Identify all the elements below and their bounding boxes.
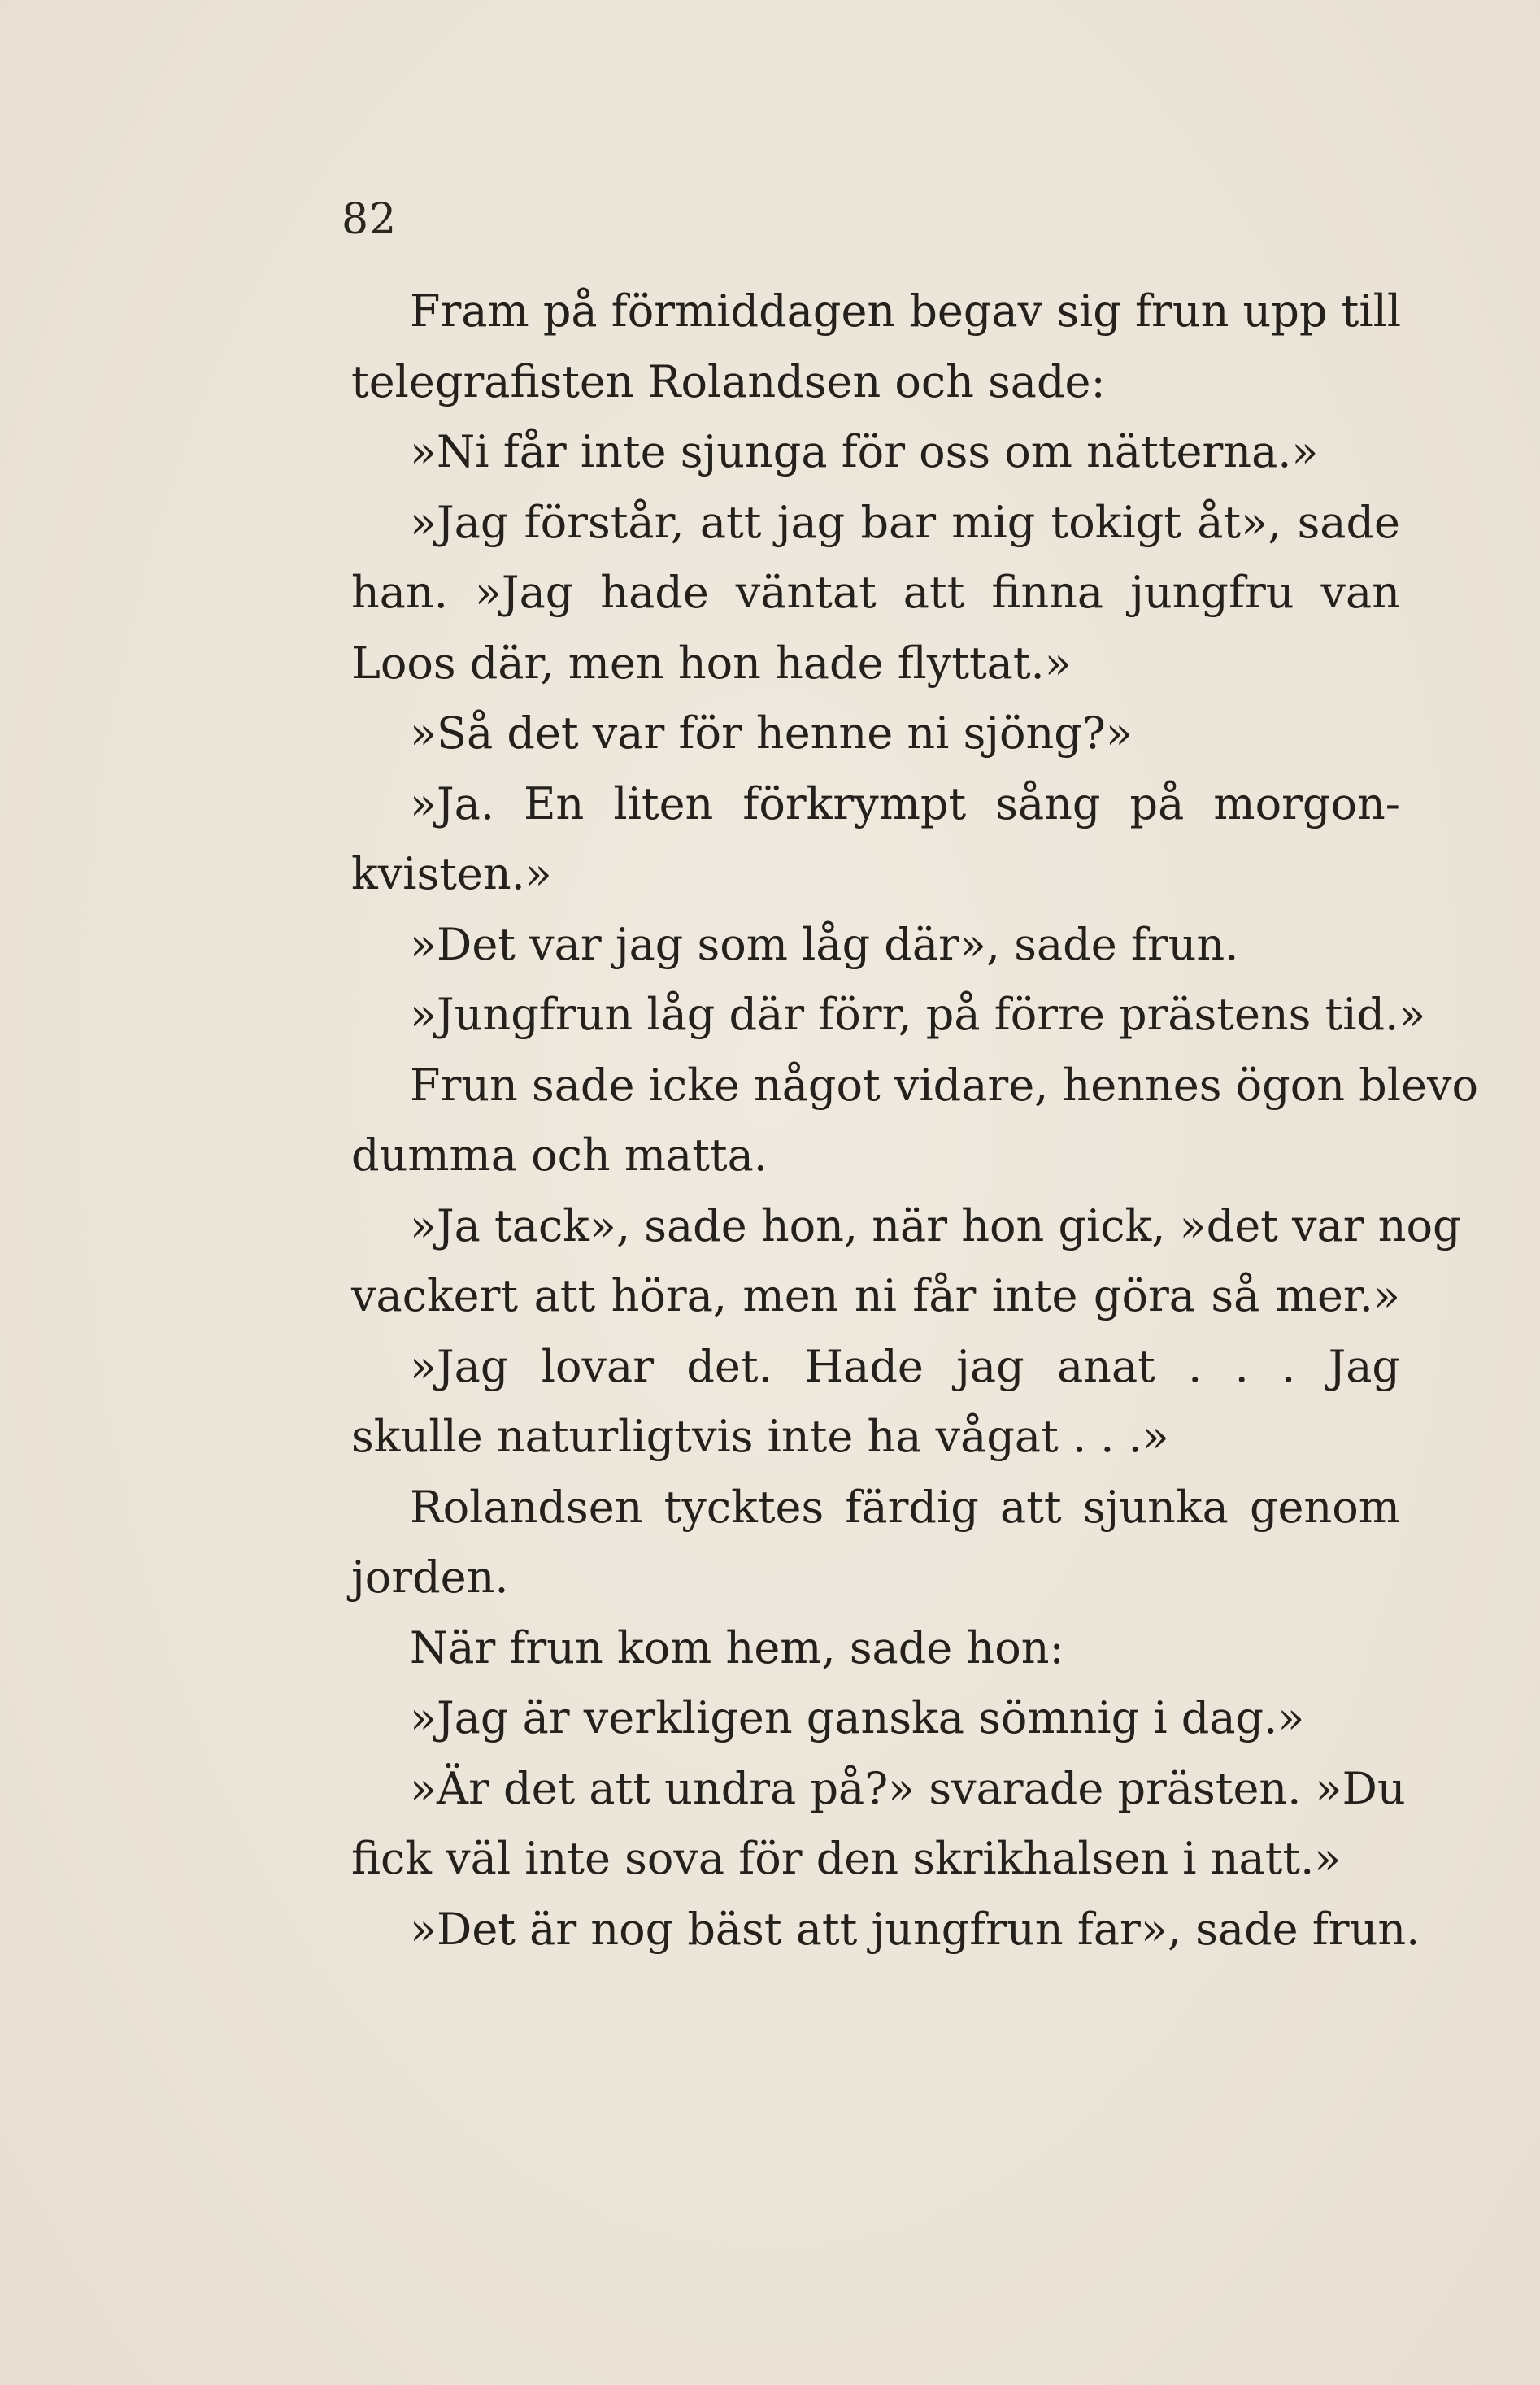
- text-line: Loos där, men hon hade flyttat.»: [351, 637, 1072, 689]
- text-line: Rolandsen tycktes färdig att sjunka genom: [410, 1481, 1400, 1533]
- text-line: han. »Jag hade väntat att finna jungfru van: [351, 567, 1400, 618]
- text-line: Frun sade icke något vidare, hennes ögon blevo: [410, 1059, 1478, 1111]
- text-line: När frun kom hem, sade hon:: [410, 1621, 1064, 1673]
- text-line: »Så det var för henne ni sjöng?»: [410, 707, 1133, 759]
- text-line: telegrafisten Rolandsen och sade:: [351, 355, 1106, 407]
- text-line: »Jag lovar det. Hade jag anat . . . Jag: [410, 1340, 1400, 1392]
- text-line: »Det var jag som låg där», sade frun.: [410, 918, 1239, 970]
- text-line: »Ja. En liten förkrympt sång på morgon-: [410, 777, 1400, 829]
- page-number: 82: [341, 195, 398, 244]
- text-line: »Jungfrun låg där förr, på förre prästens tid.»: [410, 989, 1426, 1040]
- text-line: dumma och matta.: [351, 1129, 768, 1181]
- text-line: »Det är nog bäst att jungfrun far», sade frun.: [410, 1903, 1420, 1955]
- text-line: »Jag förstår, att jag bar mig tokigt åt», sade: [410, 496, 1400, 548]
- text-line: »Är det att undra på?» svarade prästen. »Du: [410, 1762, 1406, 1814]
- text-line: »Jag är verkligen ganska sömnig i dag.»: [410, 1692, 1305, 1743]
- body-text: [351, 276, 1478, 1965]
- text-line: »Ni får inte sjunga för oss om nätterna.»: [410, 426, 1319, 477]
- text-line: Fram på förmiddagen begav sig frun upp till: [410, 285, 1402, 337]
- text-line: vackert att höra, men ni får inte göra så mer.»: [351, 1270, 1400, 1321]
- text-line: jorden.: [351, 1552, 509, 1603]
- text-line: fick väl inte sova för den skrikhalsen i natt.»: [351, 1833, 1342, 1884]
- text-line: »Ja tack», sade hon, när hon gick, »det var nog: [410, 1199, 1461, 1251]
- text-line: kvisten.»: [351, 848, 552, 899]
- text-line: skulle naturligtvis inte ha vågat . . .»: [351, 1411, 1169, 1462]
